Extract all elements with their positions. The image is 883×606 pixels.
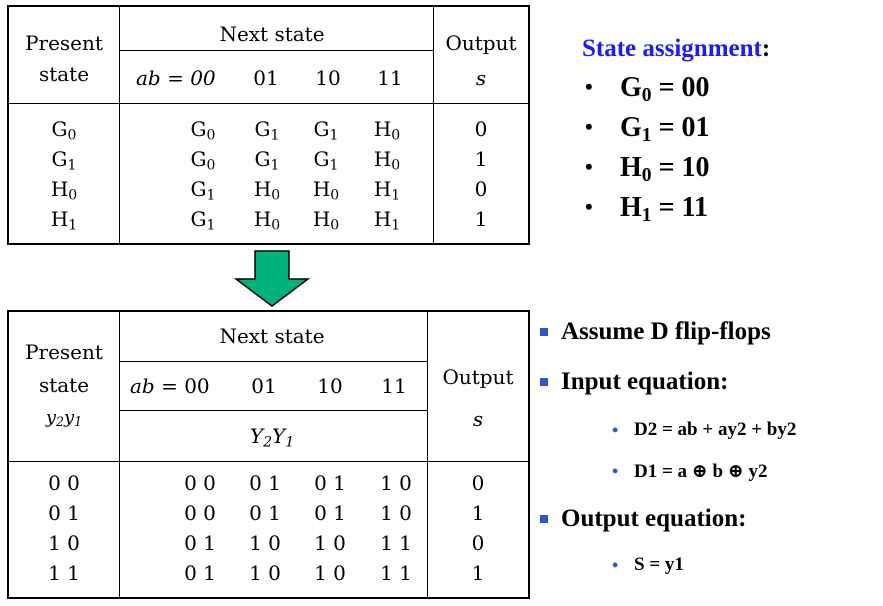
t2-row-next: 0 1: [184, 531, 216, 555]
t1-row-output: 1: [474, 207, 488, 231]
symbol: G: [254, 147, 271, 171]
t2-row-next: 0 0: [184, 471, 216, 495]
t2-row-state: 0 0: [48, 471, 80, 495]
subscript: 1: [270, 157, 280, 174]
subscript: 0: [206, 157, 216, 174]
down-arrow-icon: [232, 249, 312, 309]
note-input-eq: Input equation:: [561, 368, 729, 395]
subscript: 1: [391, 217, 401, 234]
t1-row-next: [312, 177, 340, 204]
t1-row-state: [51, 147, 77, 174]
t2-row-output: 0: [471, 471, 485, 495]
t1-header-present: Present: [25, 31, 103, 55]
subscript: 1: [206, 217, 216, 234]
subscript: 0: [641, 164, 652, 186]
symbol: G: [51, 117, 68, 141]
t2-next-vars: $Y_2Y_1$: [249, 424, 295, 451]
t2-row-next: 0 1: [249, 501, 281, 525]
subscript: 1: [641, 204, 652, 226]
symbol: H: [373, 207, 392, 231]
t1-row-next: [254, 117, 280, 144]
subscript: 0: [68, 187, 78, 204]
symbol: G: [313, 147, 330, 171]
subscript: 1: [329, 157, 339, 174]
square-bullet-icon: [540, 328, 548, 336]
t2-row-state: 1 1: [48, 561, 80, 585]
t1-row-next: [253, 177, 281, 204]
note-d2: D2 = ab + ay2 + by2: [634, 419, 797, 440]
round-bullet-icon: •: [585, 154, 593, 179]
subscript: 1: [67, 157, 77, 174]
round-bullet-icon: •: [585, 74, 593, 99]
t1-row-next: [253, 207, 281, 234]
t1-row-next: [190, 147, 216, 174]
t2-row-state: 0 1: [48, 501, 80, 525]
t1-input-label: ab = 00: [136, 66, 216, 90]
t2-header-vars: $y_2y_1$: [45, 407, 83, 430]
t2-row-next: 0 0: [184, 501, 216, 525]
t2-row-next: 0 1: [249, 471, 281, 495]
subscript: 1: [68, 217, 78, 234]
symbol: G: [620, 72, 642, 103]
subscript: 0: [641, 84, 652, 106]
t2-row-next: 1 1: [380, 561, 412, 585]
t1-row-next: [190, 207, 216, 234]
symbol: G: [51, 147, 68, 171]
t2-row-state: 1 0: [48, 531, 80, 555]
symbol: G: [620, 112, 642, 143]
square-bullet-icon: [540, 378, 548, 386]
t1-row-state: [50, 207, 78, 234]
subscript: 0: [391, 127, 401, 144]
t1-row-output: 0: [474, 177, 488, 201]
subscript: 0: [206, 127, 216, 144]
subscript: 0: [391, 157, 401, 174]
subscript: 0: [330, 217, 340, 234]
t2-header-state: state: [38, 373, 90, 397]
round-bullet-icon: •: [585, 194, 593, 219]
symbol: G: [190, 147, 207, 171]
t1-row-next: [190, 117, 216, 144]
t1-row-next: [373, 177, 401, 204]
t2-row-next: 1 0: [314, 561, 346, 585]
t2-input-label: ab = 00: [130, 374, 210, 398]
t1-row-next: [313, 117, 339, 144]
symbol: G: [254, 117, 271, 141]
t1-row-state: [50, 177, 78, 204]
symbol: H: [312, 207, 331, 231]
t2-input-col: 11: [381, 374, 407, 398]
subscript: 1: [641, 124, 652, 146]
subscript: 1: [329, 127, 339, 144]
symbol: G: [190, 177, 207, 201]
state-assignment-item: [620, 152, 710, 184]
symbol: H: [620, 192, 642, 223]
state-assignment-title: State assignment:: [582, 35, 771, 62]
symbol: G: [313, 117, 330, 141]
round-bullet-icon: •: [612, 420, 619, 440]
t2-row-next: 1 0: [249, 531, 281, 555]
symbol: G: [190, 207, 207, 231]
t2-row-next: 0 1: [314, 501, 346, 525]
t2-row-next: 0 1: [184, 561, 216, 585]
t2-header-next: Next state: [219, 324, 325, 348]
t1-row-next: [190, 177, 216, 204]
t1-row-next: [373, 117, 401, 144]
t1-input-col: 01: [253, 66, 279, 90]
t2-row-next: 1 0: [380, 501, 412, 525]
symbol: H: [373, 147, 392, 171]
symbol: H: [50, 177, 69, 201]
t1-header-output-var: s: [475, 66, 487, 90]
t1-row-output: 1: [474, 147, 488, 171]
t2-row-output: 1: [471, 561, 485, 585]
t1-header-next: Next state: [219, 22, 325, 46]
symbol: H: [253, 207, 272, 231]
t1-header-state: state: [38, 62, 90, 86]
round-bullet-icon: •: [585, 114, 593, 139]
t1-row-output: 0: [474, 117, 488, 141]
t2-row-next: 1 0: [314, 531, 346, 555]
t1-row-state: [51, 117, 77, 144]
assignment-value: = 10: [651, 152, 710, 183]
t1-input-col: 11: [377, 66, 403, 90]
subscript: 0: [271, 217, 281, 234]
t1-header-output: Output: [445, 31, 517, 55]
t2-header-output: Output: [442, 365, 514, 389]
subscript: 0: [330, 187, 340, 204]
square-bullet-icon: [540, 515, 548, 523]
t2-row-next: 1 0: [249, 561, 281, 585]
symbol: H: [50, 207, 69, 231]
t2-row-output: 0: [471, 531, 485, 555]
t2-header-output-var: s: [472, 407, 484, 431]
t2-input-col: 01: [251, 374, 277, 398]
symbol: H: [253, 177, 272, 201]
t2-input-col: 10: [317, 374, 343, 398]
t2-row-output: 1: [471, 501, 485, 525]
t1-row-next: [312, 207, 340, 234]
subscript: 1: [391, 187, 401, 204]
t1-row-next: [313, 147, 339, 174]
state-assignment-item: [620, 192, 708, 224]
state-assignment-title-text: State assignment: [582, 35, 762, 62]
subscript: 1: [270, 127, 280, 144]
assignment-value: = 00: [651, 72, 710, 103]
symbol: H: [312, 177, 331, 201]
note-d1: D1 = a ⊕ b ⊕ y2: [634, 461, 768, 482]
symbol: H: [620, 152, 642, 183]
state-assignment-item: [620, 112, 710, 144]
symbol: H: [373, 117, 392, 141]
note-assume: Assume D flip-flops: [561, 318, 771, 345]
subscript: 0: [67, 127, 77, 144]
t1-row-next: [373, 207, 401, 234]
round-bullet-icon: •: [612, 461, 619, 481]
t2-header-present: Present: [25, 340, 103, 364]
note-output-eq: Output equation:: [561, 505, 747, 532]
symbol: G: [190, 117, 207, 141]
t2-row-next: 1 1: [380, 531, 412, 555]
assignment-value: = 01: [651, 112, 710, 143]
state-assignment-item: [620, 72, 710, 104]
t2-row-next: 0 1: [314, 471, 346, 495]
subscript: 1: [206, 187, 216, 204]
t1-row-next: [254, 147, 280, 174]
t1-row-next: [373, 147, 401, 174]
round-bullet-icon: •: [612, 555, 619, 575]
t1-input-col: 10: [315, 66, 341, 90]
symbol: H: [373, 177, 392, 201]
subscript: 0: [271, 187, 281, 204]
t2-row-next: 1 0: [380, 471, 412, 495]
assignment-value: = 11: [651, 192, 708, 223]
note-s: S = y1: [634, 554, 684, 575]
